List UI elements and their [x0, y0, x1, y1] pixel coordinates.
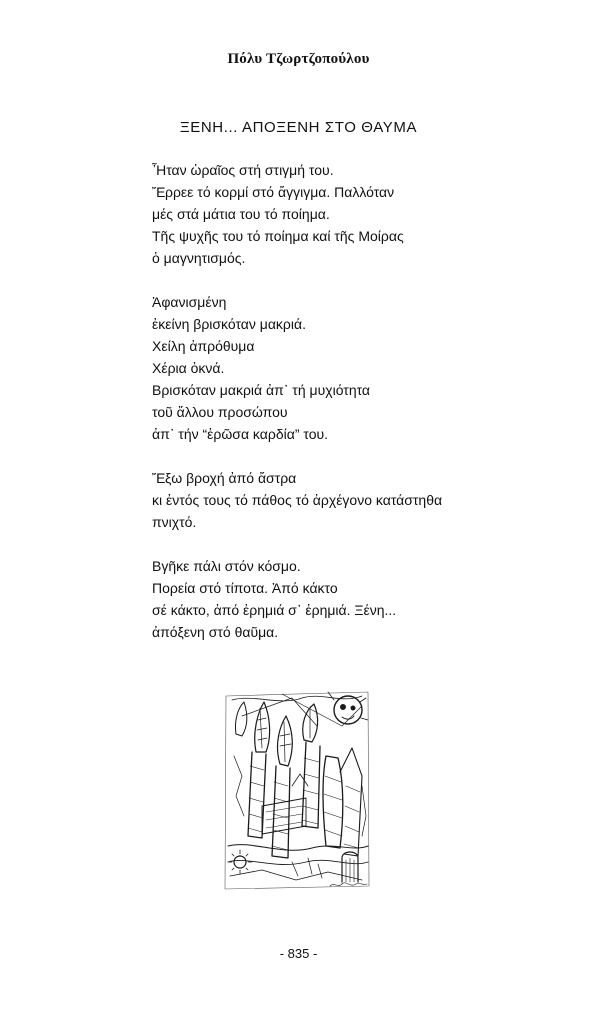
poem-line: Βγῆκε πάλι στόν κόσμο. [152, 558, 301, 574]
poem-body [152, 159, 572, 665]
poem-line: ἐκείνη βρισκόταν μακριά. [152, 316, 306, 332]
stanza-3 [152, 467, 572, 533]
poem-line: Βρισκόταν μακριά ἀπ᾽ τή μυχιότητα [152, 382, 371, 398]
poem-line: Χέρια ὀκνά. [152, 360, 225, 376]
poem-line: κι ἐντός τους τό πάθος τό ἀρχέγονο κατάστηθα [152, 492, 443, 508]
stanza-4 [152, 555, 572, 643]
poem-title: ΞΕΝΗ... ΑΠΟΞΕΝΗ ΣΤΟ ΘΑΥΜΑ [179, 119, 418, 136]
poem-line: Ἔξω βροχή ἀπό ἄστρα [152, 470, 297, 486]
poem-line: Ἦταν ὡραῖος στή στιγμή του. [152, 162, 334, 178]
poem-line: τοῦ ἄλλου προσώπου [152, 404, 288, 420]
poem-line: ἀπ᾽ τήν “ἐρῶσα καρδία” του. [152, 426, 329, 442]
poem-line: ὁ μαγνητισμός. [152, 250, 246, 266]
poem-line: Ἀφανισμένη [152, 294, 227, 310]
poem-line: Χείλη ἀπρόθυμα [152, 338, 255, 354]
stanza-1 [152, 159, 572, 269]
poem-line: Ἔρρεε τό κορμί στό ἄγγιγμα. Παλλόταν [152, 184, 395, 200]
stanza-2 [152, 291, 572, 445]
poem-line: Τῆς ψυχῆς του τό ποίημα καί τῆς Μοίρας [152, 228, 404, 244]
poem-line: Πορεία στό τίποτα. Ἀπό κάκτο [152, 580, 338, 596]
poem-line: σέ κάκτο, ἀπό ἐρημιά σ᾽ ἐρημιά. Ξένη... [152, 602, 397, 618]
author-header: Πόλυ Τζωρτζοπούλου [227, 51, 370, 67]
poem-line: μές στά μάτια του τό ποίημα. [152, 206, 330, 222]
page-number: - 835 - [279, 946, 318, 961]
poem-line: ἀπόξενη στό θαῦμα. [152, 624, 279, 640]
ink-drawing-illustration [222, 686, 372, 893]
poem-line: πνιχτό. [152, 514, 197, 530]
